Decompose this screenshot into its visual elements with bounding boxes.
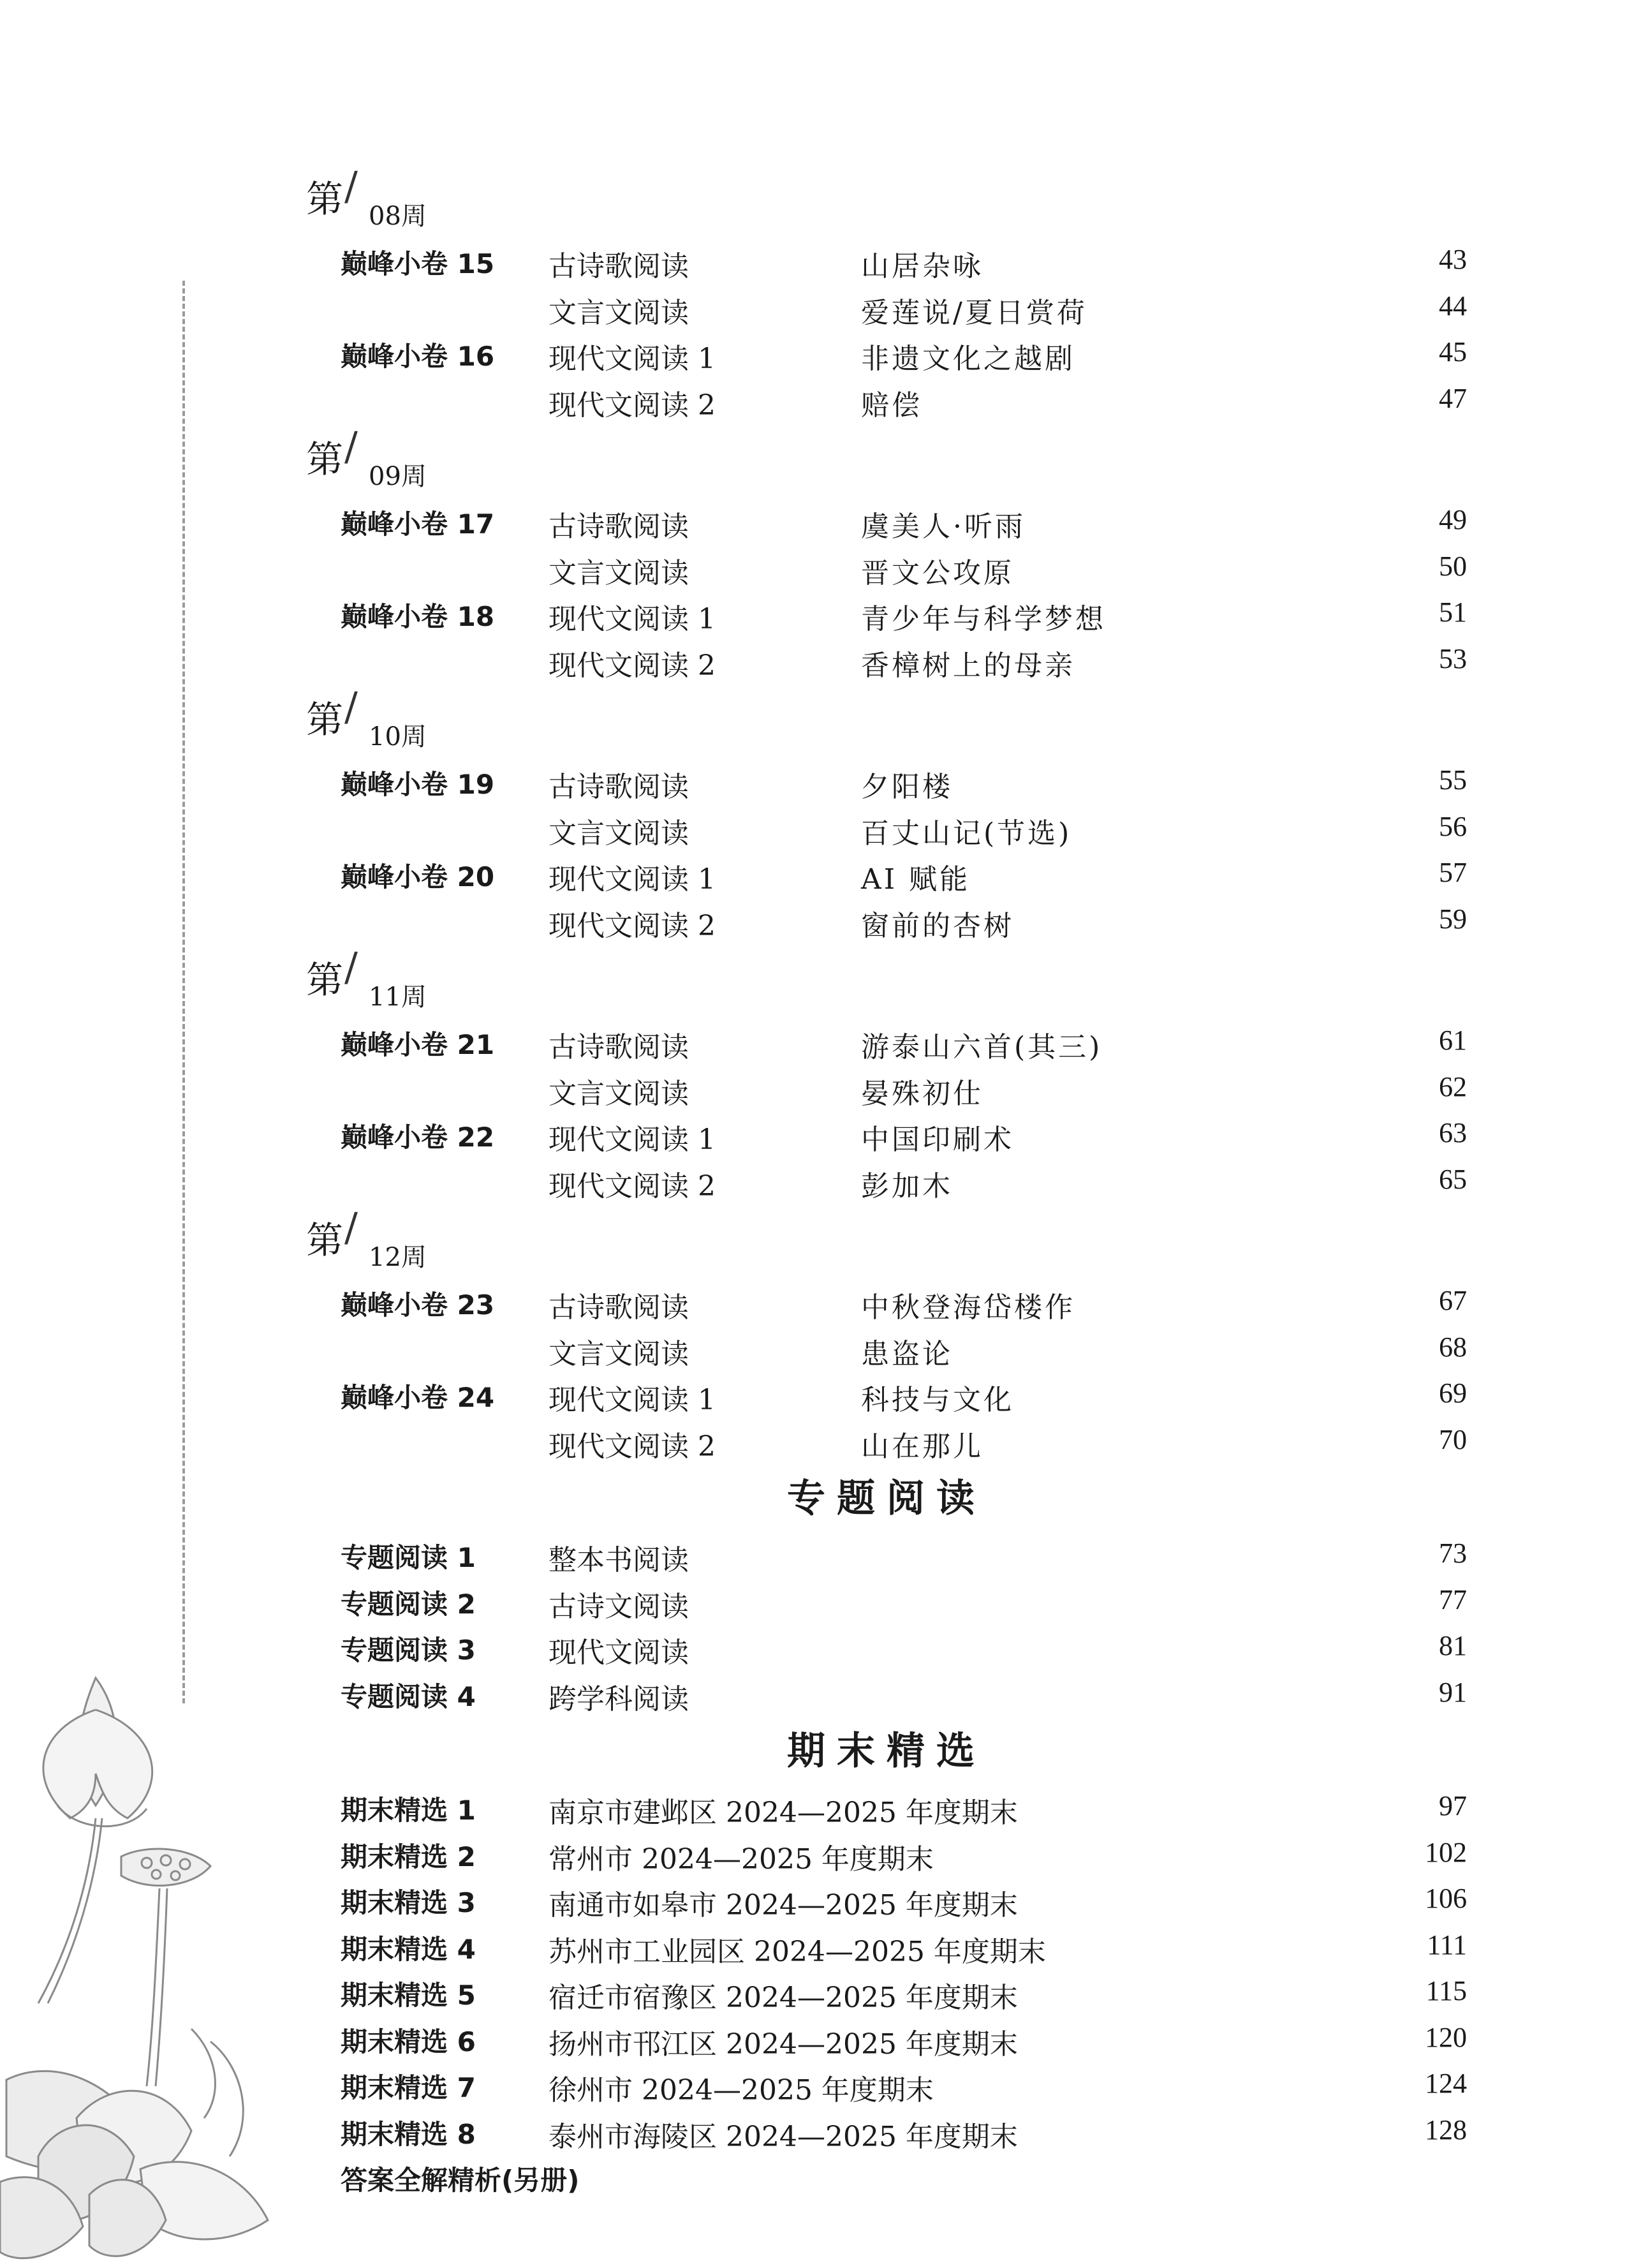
entry-desc: 苏州市工业园区 2024—2025 年度期末 [548, 1935, 1046, 1968]
entry-type: 古诗歌阅读 [548, 1031, 689, 1064]
entry-desc: 跨学科阅读 [548, 1682, 689, 1716]
entry-title: 非遗文化之越剧 [861, 343, 1075, 375]
entry-page: 73 [1439, 1538, 1467, 1569]
entry-type: 现代文阅读 2 [548, 909, 716, 942]
entry-page: 124 [1425, 2068, 1467, 2099]
toc-entry[interactable] [306, 1671, 1467, 1717]
entry-code: 巅峰小卷 21 [341, 1029, 495, 1060]
toc-entry[interactable] [306, 851, 1467, 898]
entry-desc: 南通市如皋市 2024—2025 年度期末 [548, 1889, 1018, 1922]
entry-page: 65 [1439, 1163, 1467, 1195]
entry-desc: 扬州市邗江区 2024—2025 年度期末 [548, 2027, 1018, 2061]
toc-entry[interactable] [306, 2109, 1467, 2155]
entry-type: 现代文阅读 1 [548, 1384, 716, 1416]
toc-entry[interactable] [306, 1877, 1467, 1923]
entry-title: 赔偿 [861, 389, 922, 422]
entry-code: 专题阅读 4 [341, 1680, 476, 1712]
entry-title: 虞美人·听雨 [861, 510, 1026, 543]
toc-entry[interactable] [306, 2016, 1467, 2063]
toc-entry[interactable] [306, 1923, 1467, 1970]
entry-page: 53 [1439, 642, 1467, 674]
entry-type: 现代文阅读 2 [548, 389, 716, 422]
entry-type: 古诗歌阅读 [548, 510, 689, 543]
toc-entry[interactable] [306, 1019, 1467, 1065]
toc-entry[interactable] [306, 1532, 1467, 1578]
entry-code: 期末精选 5 [341, 1980, 476, 2011]
week-heading [306, 944, 1467, 1019]
entry-title: 游泰山六首(其三) [861, 1031, 1103, 1064]
entry-page: 63 [1439, 1117, 1467, 1148]
entry-page: 115 [1425, 1975, 1467, 2006]
week-heading [306, 423, 1467, 498]
entry-desc: 常州市 2024—2025 年度期末 [548, 1842, 934, 1876]
entry-desc: 泰州市海陵区 2024—2025 年度期末 [548, 2120, 1018, 2153]
entry-page: 51 [1439, 597, 1467, 628]
slash-decoration: / [344, 1204, 358, 1250]
entry-code: 专题阅读 2 [341, 1588, 476, 1620]
section-heading-special-reading: 专题阅读 [787, 1476, 986, 1521]
entry-page: 69 [1439, 1377, 1467, 1409]
toc-entry[interactable] [306, 591, 1467, 637]
entry-code: 期末精选 8 [341, 2118, 476, 2150]
entry-page: 55 [1439, 764, 1467, 796]
toc-entry[interactable] [306, 1969, 1467, 2016]
entry-title: 科技与文化 [861, 1384, 1014, 1416]
answer-note: 答案全解精析(另册) [341, 2165, 580, 2196]
entry-title: 晋文公攻原 [861, 556, 1014, 589]
toc-entry[interactable] [306, 805, 1467, 852]
slash-decoration: / [344, 163, 358, 209]
entry-page: 81 [1439, 1630, 1467, 1661]
entry-title: 百丈山记(节选) [861, 817, 1072, 850]
entry-desc: 整本书阅读 [548, 1544, 689, 1576]
toc-entry[interactable] [306, 1831, 1467, 1878]
entry-code: 巅峰小卷 20 [341, 861, 495, 893]
entry-code: 巅峰小卷 22 [341, 1122, 495, 1153]
entry-page: 70 [1439, 1423, 1467, 1455]
entry-type: 现代文阅读 1 [548, 863, 716, 896]
entry-desc: 徐州市 2024—2025 年度期末 [548, 2074, 934, 2107]
entry-title: 山居杂咏 [861, 250, 983, 283]
entry-type: 古诗歌阅读 [548, 771, 689, 803]
week-prefix: 第 [306, 1219, 344, 1262]
slash-decoration: / [344, 683, 358, 730]
entry-page: 43 [1439, 244, 1467, 275]
toc-entry[interactable] [306, 1326, 1467, 1372]
section-heading-final-selection: 期末精选 [787, 1729, 986, 1774]
toc-entry[interactable] [306, 1784, 1467, 1831]
toc-entry[interactable] [306, 498, 1467, 545]
entry-title: 爱莲说/夏日赏荷 [861, 296, 1087, 329]
entry-code: 专题阅读 1 [341, 1542, 476, 1573]
entry-code: 期末精选 7 [341, 2072, 476, 2103]
entry-code: 巅峰小卷 17 [341, 508, 495, 540]
entry-title: 窗前的杏树 [861, 909, 1014, 942]
entry-page: 111 [1427, 1929, 1467, 1960]
entry-type: 文言文阅读 [548, 817, 689, 850]
entry-page: 57 [1439, 857, 1467, 888]
entry-code: 巅峰小卷 24 [341, 1382, 495, 1413]
entry-type: 文言文阅读 [548, 556, 689, 589]
entry-page: 47 [1439, 382, 1467, 414]
toc-entry[interactable] [306, 759, 1467, 805]
entry-code: 巅峰小卷 19 [341, 769, 495, 800]
toc-entry[interactable] [306, 1578, 1467, 1625]
entry-title: 香樟树上的母亲 [861, 649, 1075, 682]
entry-page: 61 [1439, 1025, 1467, 1056]
entry-page: 102 [1425, 1836, 1467, 1868]
week-prefix: 第 [306, 958, 344, 1002]
slash-decoration: / [344, 423, 358, 470]
dashed-divider [182, 281, 185, 1703]
entry-type: 古诗歌阅读 [548, 250, 689, 283]
entry-code: 巅峰小卷 15 [341, 248, 495, 279]
toc-entry[interactable] [306, 1372, 1467, 1418]
entry-code: 期末精选 1 [341, 1795, 476, 1826]
toc-entry[interactable] [306, 1158, 1467, 1204]
entry-type: 现代文阅读 2 [548, 1430, 716, 1463]
table-of-contents [306, 163, 1467, 2211]
entry-desc: 现代文阅读 [548, 1636, 689, 1669]
entry-page: 97 [1439, 1790, 1467, 1821]
entry-code: 巅峰小卷 18 [341, 601, 495, 632]
entry-title: 晏殊初仕 [861, 1077, 983, 1110]
entry-code: 巅峰小卷 23 [341, 1289, 495, 1321]
entry-page: 91 [1439, 1676, 1467, 1708]
entry-type: 文言文阅读 [548, 296, 689, 329]
toc-entry[interactable] [306, 898, 1467, 944]
entry-type: 现代文阅读 1 [548, 603, 716, 635]
entry-page: 67 [1439, 1285, 1467, 1316]
entry-page: 50 [1439, 550, 1467, 582]
week-number: 08周 [369, 202, 427, 231]
entry-title: AI 赋能 [861, 863, 971, 896]
entry-code: 巅峰小卷 16 [341, 341, 495, 372]
entry-page: 45 [1439, 336, 1467, 367]
toc-entry[interactable] [306, 330, 1467, 377]
week-prefix: 第 [306, 698, 344, 741]
entry-code: 期末精选 3 [341, 1887, 476, 1918]
entry-page: 77 [1439, 1583, 1467, 1615]
entry-page: 106 [1425, 1883, 1467, 1914]
toc-entry[interactable] [306, 1065, 1467, 1112]
entry-page: 44 [1439, 290, 1467, 322]
week-number: 12周 [369, 1243, 427, 1272]
entry-page: 68 [1439, 1331, 1467, 1363]
toc-entry[interactable] [306, 2062, 1467, 2109]
entry-code: 期末精选 2 [341, 1841, 476, 1872]
entry-code: 期末精选 6 [341, 2026, 476, 2057]
toc-entry[interactable] [306, 285, 1467, 331]
entry-title: 青少年与科学梦想 [861, 603, 1106, 635]
toc-entry[interactable] [306, 1111, 1467, 1158]
entry-desc: 古诗文阅读 [548, 1590, 689, 1623]
entry-page: 49 [1439, 504, 1467, 535]
entry-page: 56 [1439, 810, 1467, 842]
entry-type: 现代文阅读 1 [548, 1123, 716, 1156]
week-number: 10周 [369, 722, 427, 752]
entry-type: 古诗歌阅读 [548, 1291, 689, 1324]
entry-type: 现代文阅读 2 [548, 1169, 716, 1203]
entry-desc: 南京市建邺区 2024—2025 年度期末 [548, 1797, 1018, 1829]
entry-title: 彭加木 [861, 1169, 953, 1203]
entry-page: 128 [1425, 2114, 1467, 2146]
week-heading [306, 1204, 1467, 1279]
week-number: 09周 [369, 462, 427, 491]
entry-title: 中秋登海岱楼作 [861, 1291, 1075, 1324]
slash-decoration: / [344, 944, 358, 990]
entry-page: 62 [1439, 1071, 1467, 1102]
entry-title: 中国印刷术 [861, 1123, 1014, 1156]
toc-entry[interactable] [306, 545, 1467, 591]
week-number: 11周 [369, 982, 427, 1012]
toc-entry[interactable] [306, 1279, 1467, 1326]
entry-type: 现代文阅读 1 [548, 343, 716, 375]
toc-entry[interactable] [306, 1624, 1467, 1671]
toc-entry[interactable] [306, 1418, 1467, 1465]
toc-entry[interactable] [306, 238, 1467, 285]
entry-desc: 宿迁市宿豫区 2024—2025 年度期末 [548, 1982, 1018, 2014]
week-heading [306, 163, 1467, 238]
entry-code: 专题阅读 3 [341, 1634, 476, 1666]
entry-title: 山在那儿 [861, 1430, 983, 1463]
entry-page: 59 [1439, 903, 1467, 935]
lotus-illustration [0, 1671, 281, 2268]
toc-entry[interactable] [306, 377, 1467, 424]
entry-type: 文言文阅读 [548, 1337, 689, 1370]
entry-title: 夕阳楼 [861, 771, 953, 803]
week-heading [306, 683, 1467, 759]
entry-code: 期末精选 4 [341, 1933, 476, 1965]
entry-page: 120 [1425, 2021, 1467, 2053]
week-prefix: 第 [306, 438, 344, 481]
entry-title: 患盗论 [861, 1337, 953, 1370]
entry-type: 现代文阅读 2 [548, 649, 716, 682]
toc-entry[interactable] [306, 637, 1467, 684]
week-prefix: 第 [306, 177, 344, 221]
entry-type: 文言文阅读 [548, 1077, 689, 1110]
